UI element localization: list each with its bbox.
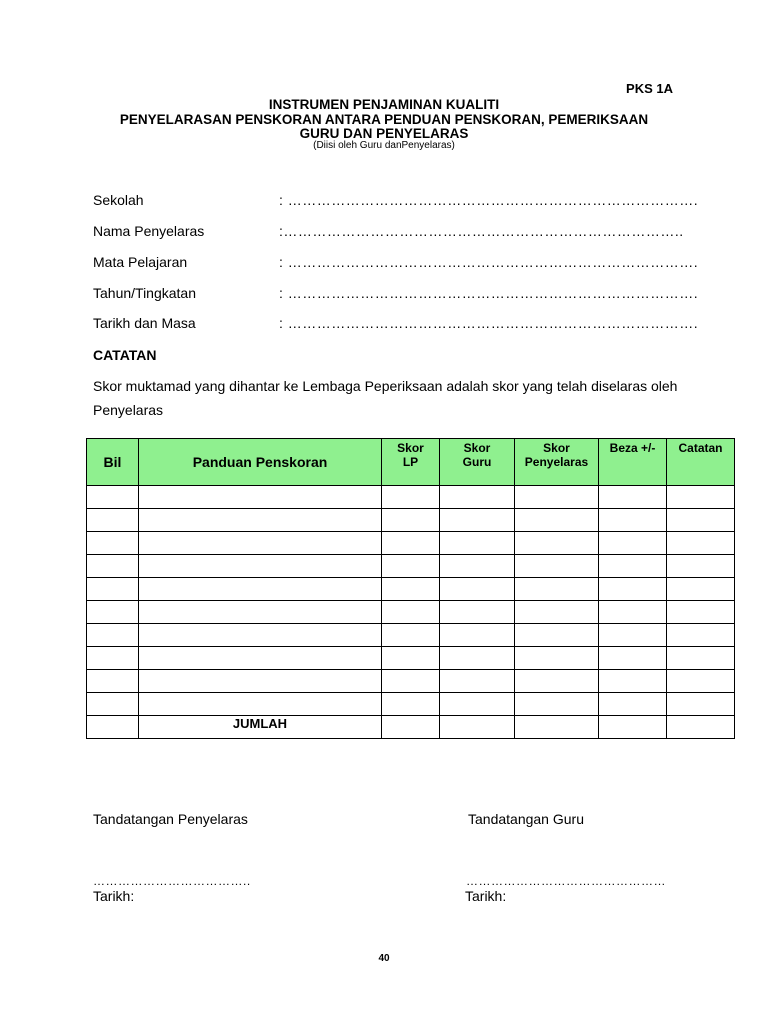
table-cell[interactable] [515, 601, 599, 624]
header-catatan: Catatan [667, 439, 735, 486]
field-value-tahun-tingkatan[interactable]: : …………………………………………………………………………. [279, 285, 699, 301]
table-total-row [87, 716, 735, 739]
table-row [87, 578, 735, 601]
field-value-tarikh-masa[interactable]: : …………………………………………………………………………. [279, 315, 699, 331]
table-row [87, 647, 735, 670]
date-label-guru: Tarikh: [465, 888, 507, 904]
table-row [87, 693, 735, 716]
table-cell[interactable] [599, 486, 667, 509]
table-cell[interactable] [382, 624, 440, 647]
table-row [87, 601, 735, 624]
form-subtitle: (Diisi oleh Guru danPenyelaras) [313, 140, 455, 151]
table-cell[interactable] [87, 486, 139, 509]
table-cell[interactable] [87, 509, 139, 532]
table-cell[interactable] [87, 532, 139, 555]
table-cell[interactable] [440, 509, 515, 532]
table-cell[interactable] [599, 578, 667, 601]
table-cell[interactable] [139, 509, 382, 532]
table-cell[interactable] [599, 509, 667, 532]
table-cell[interactable] [515, 716, 599, 739]
table-cell[interactable] [599, 532, 667, 555]
table-row [87, 532, 735, 555]
table-cell[interactable] [440, 624, 515, 647]
table-row [87, 624, 735, 647]
table-row [87, 486, 735, 509]
table-cell[interactable] [599, 555, 667, 578]
signature-label-guru: Tandatangan Guru [468, 811, 584, 827]
table-cell[interactable] [87, 555, 139, 578]
table-cell[interactable] [599, 693, 667, 716]
field-value-sekolah[interactable]: : …………………………………………………………………………. [279, 192, 699, 208]
table-cell[interactable] [667, 555, 735, 578]
table-cell[interactable] [440, 486, 515, 509]
table-cell[interactable] [87, 647, 139, 670]
table-cell[interactable] [139, 486, 382, 509]
table-cell[interactable] [382, 486, 440, 509]
form-code: PKS 1A [626, 81, 673, 96]
header-skor-lp-line1: Skor [397, 441, 424, 455]
table-cell[interactable] [382, 578, 440, 601]
table-cell[interactable] [599, 647, 667, 670]
header-skor-guru-line2: Guru [462, 455, 492, 469]
table-cell[interactable] [139, 578, 382, 601]
table-cell[interactable] [440, 670, 515, 693]
header-panduan-penskoran: Panduan Penskoran [139, 439, 382, 486]
table-cell[interactable] [515, 693, 599, 716]
field-label-sekolah: Sekolah [93, 192, 144, 208]
table-cell[interactable] [440, 693, 515, 716]
table-cell[interactable] [599, 601, 667, 624]
field-label-tahun-tingkatan: Tahun/Tingkatan [93, 285, 196, 301]
table-cell[interactable] [667, 509, 735, 532]
table-cell[interactable] [667, 578, 735, 601]
header-skor-penyelaras-line2: Penyelaras [524, 455, 589, 469]
table-cell[interactable] [139, 624, 382, 647]
catatan-text: Skor muktamad yang dihantar ke Lembaga Peperiksaan adalah skor yang telah diselaras oleh Penyelaras [93, 378, 678, 418]
table-cell[interactable] [599, 670, 667, 693]
header-skor-penyelaras [515, 439, 599, 486]
table-cell[interactable] [515, 578, 599, 601]
table-cell[interactable] [139, 532, 382, 555]
table-cell[interactable] [667, 486, 735, 509]
table-cell[interactable] [440, 532, 515, 555]
table-cell[interactable] [139, 555, 382, 578]
field-value-mata-pelajaran[interactable]: : …………………………………………………………………………. [279, 254, 699, 270]
table-cell[interactable] [440, 716, 515, 739]
table-cell[interactable] [87, 670, 139, 693]
catatan-heading: CATATAN [93, 347, 157, 363]
table-cell[interactable] [382, 670, 440, 693]
table-cell[interactable] [515, 670, 599, 693]
header-skor-lp [382, 439, 440, 486]
table-cell[interactable] [515, 486, 599, 509]
table-cell[interactable] [440, 578, 515, 601]
signature-line-guru[interactable]: ………………………………………… [466, 874, 666, 888]
table-cell[interactable] [515, 509, 599, 532]
field-label-tarikh-masa: Tarikh dan Masa [93, 315, 196, 331]
table-cell[interactable] [515, 624, 599, 647]
form-title: INSTRUMEN PENJAMINAN KUALITI [268, 97, 500, 112]
table-row [87, 670, 735, 693]
table-row [87, 509, 735, 532]
total-label: JUMLAH [139, 716, 382, 739]
signature-label-penyelaras: Tandatangan Penyelaras [93, 811, 248, 827]
field-label-nama-penyelaras: Nama Penyelaras [93, 223, 205, 239]
table-cell[interactable] [139, 670, 382, 693]
table-cell[interactable] [515, 555, 599, 578]
table-cell[interactable] [440, 555, 515, 578]
field-value-nama-penyelaras[interactable]: :……………………………………………………………………….. [279, 223, 684, 239]
table-cell[interactable] [667, 670, 735, 693]
table-cell[interactable] [667, 532, 735, 555]
table-row [87, 555, 735, 578]
header-bil: Bil [87, 439, 139, 486]
table-cell[interactable] [440, 601, 515, 624]
table-cell[interactable] [382, 555, 440, 578]
table-cell[interactable] [87, 693, 139, 716]
table-cell[interactable] [382, 601, 440, 624]
form-title-line2: PENYELARASAN PENSKORAN ANTARA PENDUAN PENSKORAN, PEMERIKSAAN [119, 112, 649, 127]
table-cell[interactable] [382, 716, 440, 739]
table-cell[interactable] [382, 693, 440, 716]
table-cell[interactable] [599, 716, 667, 739]
form-title-line3: GURU DAN PENYELARAS [299, 126, 469, 141]
header-beza: Beza +/- [599, 439, 667, 486]
signature-line-penyelaras[interactable]: ……………………………….. [93, 874, 251, 888]
table-cell[interactable] [87, 716, 139, 739]
table-cell[interactable] [87, 578, 139, 601]
date-label-penyelaras: Tarikh: [93, 888, 135, 904]
table-cell[interactable] [667, 693, 735, 716]
table-cell[interactable] [440, 647, 515, 670]
table-cell[interactable] [139, 601, 382, 624]
table-cell[interactable] [139, 647, 382, 670]
table-cell[interactable] [667, 624, 735, 647]
header-skor-lp-line2: LP [402, 455, 419, 469]
table-cell[interactable] [667, 601, 735, 624]
table-cell[interactable] [382, 647, 440, 670]
table-cell[interactable] [382, 532, 440, 555]
score-table [86, 438, 735, 739]
table-cell[interactable] [87, 601, 139, 624]
score-table-header-row [87, 439, 735, 486]
table-cell[interactable] [87, 624, 139, 647]
page-number: 40 [378, 953, 390, 964]
header-skor-guru [440, 439, 515, 486]
table-cell[interactable] [515, 532, 599, 555]
table-cell[interactable] [515, 647, 599, 670]
header-skor-penyelaras-line1: Skor [543, 441, 570, 455]
header-skor-guru-line1: Skor [463, 441, 491, 455]
table-cell[interactable] [667, 647, 735, 670]
table-cell[interactable] [667, 716, 735, 739]
field-label-mata-pelajaran: Mata Pelajaran [93, 254, 188, 270]
table-cell[interactable] [139, 693, 382, 716]
table-cell[interactable] [599, 624, 667, 647]
table-cell[interactable] [382, 509, 440, 532]
